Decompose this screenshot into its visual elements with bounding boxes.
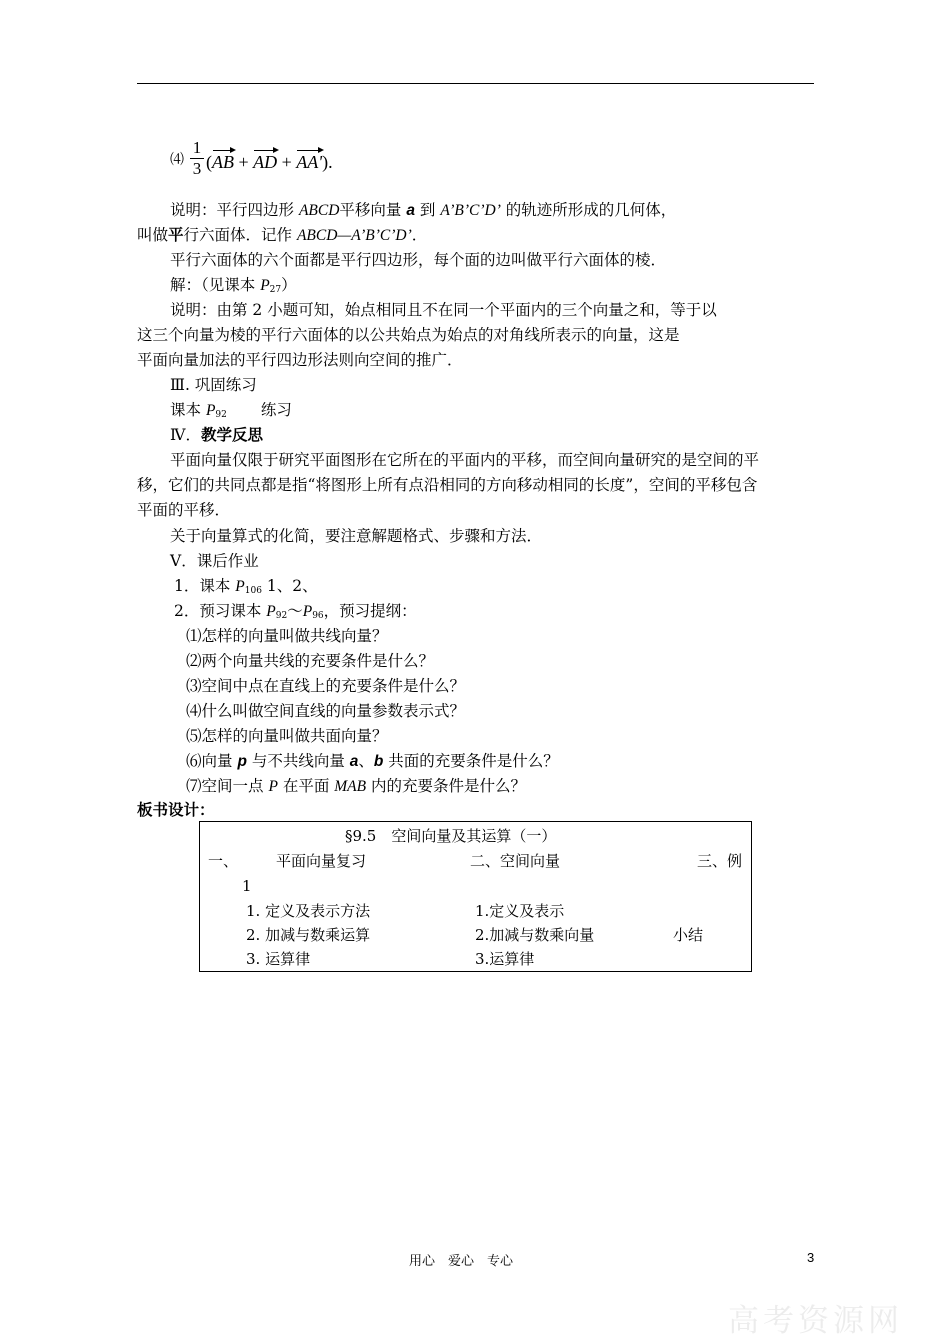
vector-aa-prime: AA' [296, 148, 322, 173]
section-5-heading: Ⅴ．课后作业 [170, 552, 259, 570]
board-col1-item-1: 1. 定义及表示方法 [246, 902, 371, 920]
board-col1-head: 一、 [208, 852, 239, 870]
formula-expression [206, 148, 333, 173]
reflection-line-2: 移，它们的共同点都是指“将图形上所有点沿相同的方向移动相同的长度”，空间的平移包含 [137, 476, 758, 494]
board-col2-head: 二、空间向量 [470, 852, 561, 870]
board-col3-continuation: 1 [242, 877, 252, 895]
board-col1-item-3: 3. 运算律 [246, 950, 311, 968]
board-col3-item: 小结 [673, 926, 704, 944]
close-paren: ). [322, 152, 333, 172]
explanation-2-line-1: 说明：由第 2 小题可知，始点相同且不在同一个平面内的三个向量之和，等于以 [170, 301, 717, 319]
outline-question-6: ⑹向量 p 与不共线向量 a、b 共面的充要条件是什么？ [186, 752, 559, 770]
board-design-box [199, 821, 752, 972]
vector-ad: AD [253, 148, 277, 173]
reflection-line-3: 平面的平移． [137, 501, 231, 519]
board-col2-item-1: 1.定义及表示 [475, 902, 565, 920]
outline-question-5: ⑸怎样的向量叫做共面向量？ [186, 727, 388, 745]
header-rule [137, 83, 814, 84]
plus-sign: + [281, 152, 292, 172]
section-3-exercise: 课本 $P_{92}$ 练习 [170, 401, 292, 420]
explanation-line-2: 叫做平行六面体．记作 ABCD—A’B’C’D’． [137, 225, 428, 244]
board-col2-item-2: 2.加减与数乘向量 [475, 926, 595, 944]
homework-1: 1．课本 $P_{106}$ 1、2、 [174, 577, 318, 596]
outline-question-2: ⑵两个向量共线的充要条件是什么？ [186, 652, 435, 670]
board-col3-head: 三、例 [697, 852, 743, 870]
solution-line: 解：（见课本 $P_{27}$） [170, 276, 297, 295]
board-col1-item-2: 2. 加减与数乘运算 [246, 926, 371, 944]
outline-question-4: ⑷什么叫做空间直线的向量参数表示式？ [186, 702, 466, 720]
reflection-line-4: 关于向量算式的化简，要注意解题格式、步骤和方法． [170, 527, 543, 545]
board-col2-item-3: 3.运算律 [475, 950, 535, 968]
section-3-heading: Ⅲ. 巩固练习 [170, 376, 257, 394]
board-col1-title: 平面向量复习 [276, 852, 367, 870]
outline-question-7: ⑺空间一点 P 在平面 MAB 内的充要条件是什么？ [186, 777, 527, 795]
outline-question-1: ⑴怎样的向量叫做共线向量？ [186, 627, 388, 645]
explanation-2-line-2: 这三个向量为棱的平行六面体的以公共始点为始点的对角线所表示的向量，这是 [137, 326, 680, 344]
plus-sign: + [238, 152, 249, 172]
outline-question-3: ⑶空间中点在直线上的充要条件是什么？ [186, 677, 466, 695]
explanation-2-line-3: 平面向量加法的平行四边形法则向空间的推广． [137, 351, 463, 369]
watermark: 高考资源网 [728, 1303, 903, 1339]
board-title: §9.5 空间向量及其运算（一） [345, 827, 557, 845]
footer-motto: 用心 爱心 专心 [409, 1254, 514, 1269]
open-paren: ( [206, 152, 212, 172]
formula-label: ⑷ [170, 153, 184, 168]
board-design-heading: 板书设计： [137, 800, 215, 819]
paragraph-faces: 平行六面体的六个面都是平行四边形，每个面的边叫做平行六面体的棱． [170, 251, 667, 269]
section-4-heading: Ⅳ．教学反思 [170, 425, 264, 444]
homework-2: 2．预习课本 $P_{92}\sim P_{96}$，预习提纲： [174, 602, 417, 621]
fraction-numerator: 1 [190, 138, 204, 159]
page-number: 3 [807, 1250, 815, 1265]
reflection-line-1: 平面向量仅限于研究平面图形在它所在的平面内的平移，而空间向量研究的是空间的平 [170, 451, 760, 469]
fraction-denominator: 3 [192, 159, 202, 178]
fraction [190, 138, 204, 179]
explanation-line-1: 说明：平行四边形 ABCD平移向量 a 到 A’B’C’D’ 的轨迹所形成的几何体， [170, 201, 677, 219]
vector-ab: AB [212, 148, 234, 173]
